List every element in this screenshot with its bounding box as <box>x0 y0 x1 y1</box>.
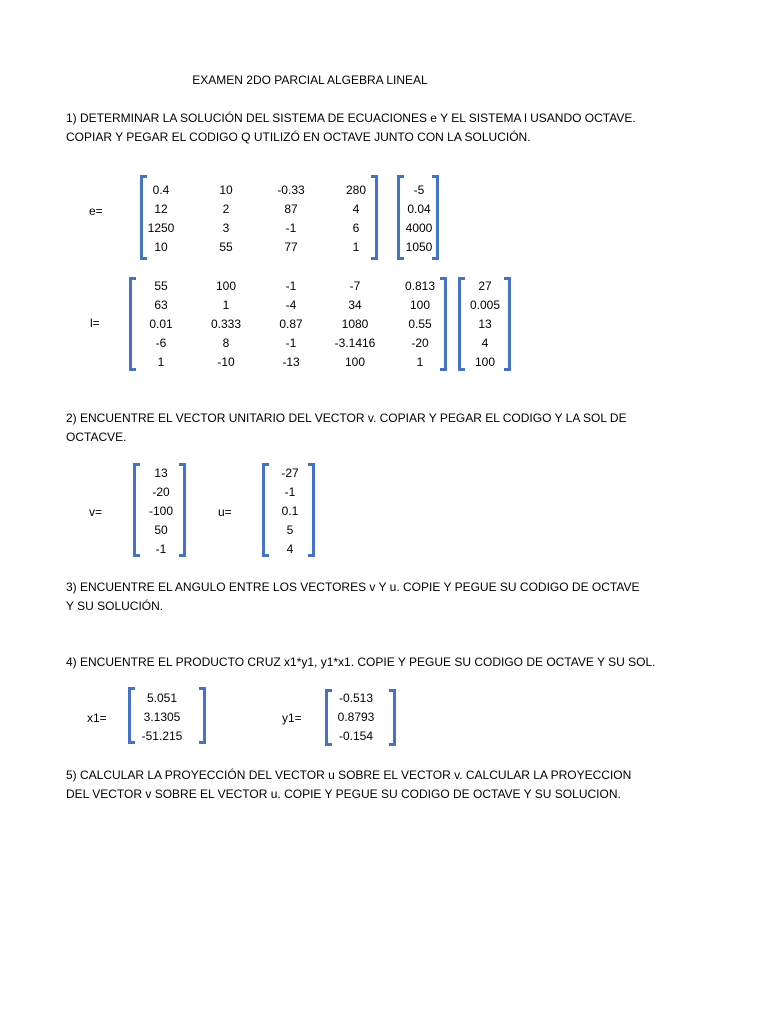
matrix-column <box>132 689 192 746</box>
x1-vector <box>128 687 206 744</box>
matrix-column <box>197 277 255 372</box>
l-constants-vector <box>458 277 511 371</box>
matrix-cell: 0.813 <box>404 279 436 293</box>
matrix-cell: 0.01 <box>149 317 173 331</box>
matrix-cell: 55 <box>219 240 233 254</box>
matrix-cell: 5.051 <box>146 691 178 705</box>
matrix-cell: 0.04 <box>407 202 431 216</box>
matrix-cell: -7 <box>349 279 361 293</box>
matrix-cell: 1080 <box>341 317 369 331</box>
matrix-cell: 1050 <box>405 240 433 254</box>
matrix-column <box>326 277 384 372</box>
matrix-column <box>198 181 254 257</box>
matrix-cell: -100 <box>148 504 174 518</box>
matrix-cell: 34 <box>348 298 362 312</box>
q3-line1: 3) ENCUENTRE EL ANGULO ENTRE LOS VECTORES v Y u. COPIE Y PEGUE SU CODIGO DE OCTAVE <box>66 580 640 594</box>
x1-label: x1= <box>87 711 107 725</box>
matrix-column <box>133 181 189 257</box>
matrix-cell: -0.513 <box>338 691 374 705</box>
q5-line2: DEL VECTOR v SOBRE EL VECTOR u. COPIE Y PEGUE SU CODIGO DE OCTAVE Y SU SOLUCION. <box>66 787 621 801</box>
matrix-cell: 100 <box>344 355 366 369</box>
matrix-cell: -1 <box>285 279 297 293</box>
matrix-cell: 4 <box>352 202 360 216</box>
matrix-cell: 100 <box>215 279 237 293</box>
matrix-cell: 50 <box>154 523 168 537</box>
matrix-cell: 8 <box>222 336 230 350</box>
matrix-cell: 280 <box>345 183 367 197</box>
matrix-cell: 3 <box>222 221 230 235</box>
matrix-cell: 0.005 <box>469 298 501 312</box>
matrix-column <box>263 181 319 257</box>
q2-line2: OCTACVE. <box>66 430 127 444</box>
matrix-cell: 1 <box>352 240 360 254</box>
matrix-cell: 55 <box>154 279 168 293</box>
matrix-cell: 4 <box>286 542 294 556</box>
matrix-cell: 1 <box>157 355 165 369</box>
matrix-cell: 4 <box>481 336 489 350</box>
matrix-cell: -0.33 <box>277 183 305 197</box>
matrix-cell: 10 <box>219 183 233 197</box>
matrix-cell: 0.87 <box>279 317 303 331</box>
right-bracket <box>199 687 206 744</box>
matrix-cell: 63 <box>154 298 168 312</box>
matrix-cell: -1 <box>285 221 297 235</box>
matrix-cell: 6 <box>352 221 360 235</box>
y1-vector <box>325 689 396 746</box>
matrix-cell: 5 <box>286 523 294 537</box>
matrix-column <box>328 181 384 257</box>
q3-line2: Y SU SOLUCIÓN. <box>66 599 164 613</box>
matrix-cell: 0.4 <box>152 183 170 197</box>
matrix-cell: -1 <box>284 485 296 499</box>
matrix-cell: 87 <box>284 202 298 216</box>
matrix-cell: -4 <box>285 298 297 312</box>
matrix-column <box>399 181 439 257</box>
matrix-cell: 2 <box>222 202 230 216</box>
matrix-cell: -13 <box>282 355 300 369</box>
matrix-cell: 1 <box>416 355 424 369</box>
matrix-column <box>132 277 190 372</box>
matrix-cell: 100 <box>474 355 496 369</box>
matrix-column <box>463 277 507 372</box>
matrix-cell: 12 <box>154 202 168 216</box>
matrix-cell: -27 <box>281 466 299 480</box>
matrix-cell: 13 <box>154 466 168 480</box>
matrix-cell: 10 <box>154 240 168 254</box>
l-coefficient-matrix <box>129 277 447 371</box>
matrix-column <box>328 689 384 746</box>
y1-label: y1= <box>282 711 302 725</box>
e-constants-vector <box>397 175 439 260</box>
matrix-column <box>262 277 320 372</box>
e-label: e= <box>89 204 103 218</box>
matrix-cell: 27 <box>478 279 492 293</box>
matrix-cell: 0.8793 <box>337 710 375 724</box>
q2-line1: 2) ENCUENTRE EL VECTOR UNITARIO DEL VECTOR v. COPIAR Y PEGAR EL CODIGO Y LA SOL DE <box>66 411 627 425</box>
matrix-cell: -20 <box>411 336 429 350</box>
exam-title: EXAMEN 2DO PARCIAL ALGEBRA LINEAL <box>192 73 428 87</box>
matrix-cell: 1250 <box>147 221 175 235</box>
matrix-cell: -3.1416 <box>334 336 376 350</box>
right-bracket <box>389 689 396 746</box>
matrix-cell: 0.1 <box>281 504 299 518</box>
u-vector <box>262 463 315 557</box>
matrix-cell: 1 <box>222 298 230 312</box>
v-label: v= <box>89 505 103 519</box>
q1-line2: COPIAR Y PEGAR EL CODIGO Q UTILIZÓ EN OCTAVE JUNTO CON LA SOLUCIÓN. <box>66 130 531 144</box>
matrix-column <box>391 277 449 372</box>
matrix-cell: -1 <box>285 336 297 350</box>
matrix-cell: 4000 <box>405 221 433 235</box>
q4-line1: 4) ENCUENTRE EL PRODUCTO CRUZ x1*y1, y1*x1. COPIE Y PEGUE SU CODIGO DE OCTAVE Y SU SOL. <box>66 655 656 669</box>
matrix-cell: -51.215 <box>141 729 183 743</box>
l-label: l= <box>90 316 100 330</box>
matrix-cell: 0.55 <box>408 317 432 331</box>
matrix-cell: 13 <box>478 317 492 331</box>
matrix-cell: -20 <box>152 485 170 499</box>
matrix-column <box>268 464 312 559</box>
matrix-cell: 0.333 <box>210 317 242 331</box>
matrix-column <box>139 464 183 559</box>
matrix-cell: -1 <box>155 542 167 556</box>
matrix-cell: -10 <box>217 355 235 369</box>
matrix-cell: 77 <box>284 240 298 254</box>
u-label: u= <box>218 505 232 519</box>
matrix-cell: -0.154 <box>338 729 374 743</box>
matrix-cell: -6 <box>155 336 167 350</box>
matrix-cell: 100 <box>409 298 431 312</box>
e-coefficient-matrix <box>140 175 378 260</box>
v-vector <box>133 463 186 557</box>
matrix-cell: -5 <box>413 183 425 197</box>
q5-line1: 5) CALCULAR LA PROYECCIÓN DEL VECTOR u SOBRE EL VECTOR v. CALCULAR LA PROYECCION <box>66 768 632 782</box>
q1-line1: 1) DETERMINAR LA SOLUCIÓN DEL SISTEMA DE ECUACIONES e Y EL SISTEMA l USANDO OCTAVE. <box>66 111 636 125</box>
matrix-cell: 3.1305 <box>143 710 181 724</box>
